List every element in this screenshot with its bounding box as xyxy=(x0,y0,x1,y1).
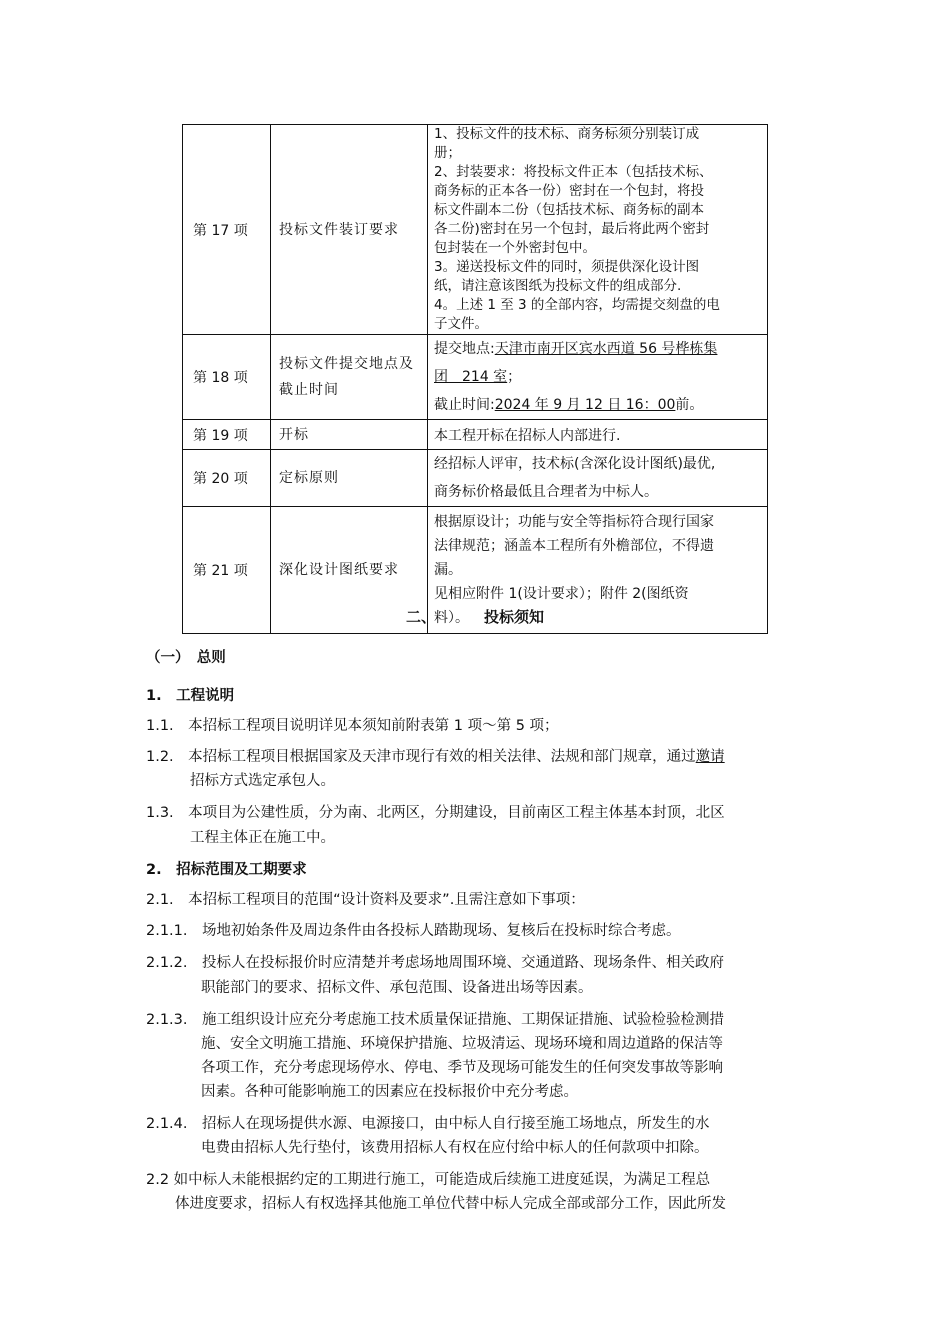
item-content: 根据原设计；功能与安全等指标符合现行国家 法律规范；涵盖本工程所有外檐部位，不得遗 漏。 见相应附件 1(设计要求）；附件 2(图纸资 料）。 xyxy=(428,507,768,634)
item-number: 第 17 项 xyxy=(183,125,271,335)
paragraph: 2.2 如中标人未能根据约定的工期进行施工，可能造成后续施工进度延误，为满足工程总 xyxy=(146,1172,711,1188)
table-row xyxy=(183,450,768,507)
item-title: 投标文件提交地点及截止时间 xyxy=(271,335,428,420)
paragraph-cont: 工程主体正在施工中。 xyxy=(190,830,335,846)
paragraph-cont: 各项工作，充分考虑现场停水、停电、季节及现场可能发生的任何突发事故等影响 xyxy=(201,1060,723,1076)
paragraph: 2.1. 本招标工程项目的范围“设计资料及要求”.且需注意如下事项： xyxy=(146,892,585,908)
paragraph: 2.1.3. 施工组织设计应充分考虑施工技术质量保证措施、工期保证措施、试验检验检测措 xyxy=(146,1012,724,1028)
item-title: 深化设计图纸要求 xyxy=(271,507,428,634)
paragraph-cont: 施、安全文明施工措施、环境保护措施、垃圾清运、现场环境和周边道路的保洁等 xyxy=(201,1036,723,1052)
table-row xyxy=(183,125,768,335)
paragraph: 1.2. 本招标工程项目根据国家及天津市现行有效的相关法律、法规和部门规章，通过邀请 xyxy=(146,749,725,765)
item-content: 1、投标文件的技术标、商务标须分别装订成 册； 2、封装要求：将投标文件正本（包括技术标、 商务标的正本各一份）密封在一个包封，将投 标文件副本二份（包括技术标、商务标的副本 各二份)密封在另一个包封，最后将此两个密封 包封装在一个外密封包中。 3。递送投标文件的同时，须提供深化设计图 纸，请注意该图纸为投标文件的组成部分. 4。上述 1 至 3 的全部内容，均需提交刻盘的电 子文件。 xyxy=(428,125,768,335)
item-content: 本工程开标在招标人内部进行. xyxy=(428,420,768,450)
paragraph: 1.1. 本招标工程项目说明详见本须知前附表第 1 项～第 5 项； xyxy=(146,718,559,734)
item-title: 投标文件装订要求 xyxy=(271,125,428,335)
item-number: 第 20 项 xyxy=(183,450,271,507)
table-row xyxy=(183,420,768,450)
paragraph-cont: 因素。各种可能影响施工的因素应在投标报价中充分考虑。 xyxy=(201,1084,578,1100)
subsection-heading: 1. 工程说明 xyxy=(146,688,235,704)
paragraph: 2.1.1. 场地初始条件及周边条件由各投标人踏勘现场、复核后在投标时综合考虑。 xyxy=(146,923,681,939)
item-content: 经招标人评审，技术标(含深化设计图纸)最优, 商务标价格最低且合理者为中标人。 xyxy=(428,450,768,507)
paragraph: 2.1.2. 投标人在投标报价时应清楚并考虑场地周围环境、交通道路、现场条件、相关政府 xyxy=(146,955,724,971)
paragraph: 1.3. 本项目为公建性质，分为南、北两区，分期建设，目前南区工程主体基本封顶，北区 xyxy=(146,805,725,821)
subsection-heading: 2. 招标范围及工期要求 xyxy=(146,862,307,878)
section-heading: 二、 投标须知 xyxy=(405,608,545,626)
item-title: 定标原则 xyxy=(271,450,428,507)
paragraph: 2.1.4. 招标人在现场提供水源、电源接口，由中标人自行接至施工场地点，所发生的水 xyxy=(146,1116,710,1132)
submission-place-cont: 团 214 室 xyxy=(434,369,508,385)
item-number: 第 18 项 xyxy=(183,335,271,420)
paragraph-cont: 招标方式选定承包人。 xyxy=(190,773,335,789)
item-number: 第 21 项 xyxy=(183,507,271,634)
paragraph-cont: 职能部门的要求、招标文件、承包范围、设备进出场等因素。 xyxy=(201,980,593,996)
item-number: 第 19 项 xyxy=(183,420,271,450)
deadline-value: 2024 年 9 月 12 日 16：00 xyxy=(494,397,676,413)
paragraph-cont: 体进度要求，招标人有权选择其他施工单位代替中标人完成全部或部分工作，因此所发 xyxy=(175,1196,726,1212)
table-row xyxy=(183,335,768,420)
item-content: 提交地点:天津市南开区宾水西道 56 号桦栋集 团 214 室； 截止时间:2024 年 9 月 12 日 16：00前。 xyxy=(428,335,768,420)
paragraph-cont: 电费由招标人先行垫付，该费用招标人有权在应付给中标人的任何款项中扣除。 xyxy=(201,1140,709,1156)
item-title: 开标 xyxy=(271,420,428,450)
requirements-table xyxy=(182,124,768,634)
general-heading: （一） 总则 xyxy=(146,650,226,666)
submission-place: 天津市南开区宾水西道 56 号桦栋集 xyxy=(494,341,718,357)
